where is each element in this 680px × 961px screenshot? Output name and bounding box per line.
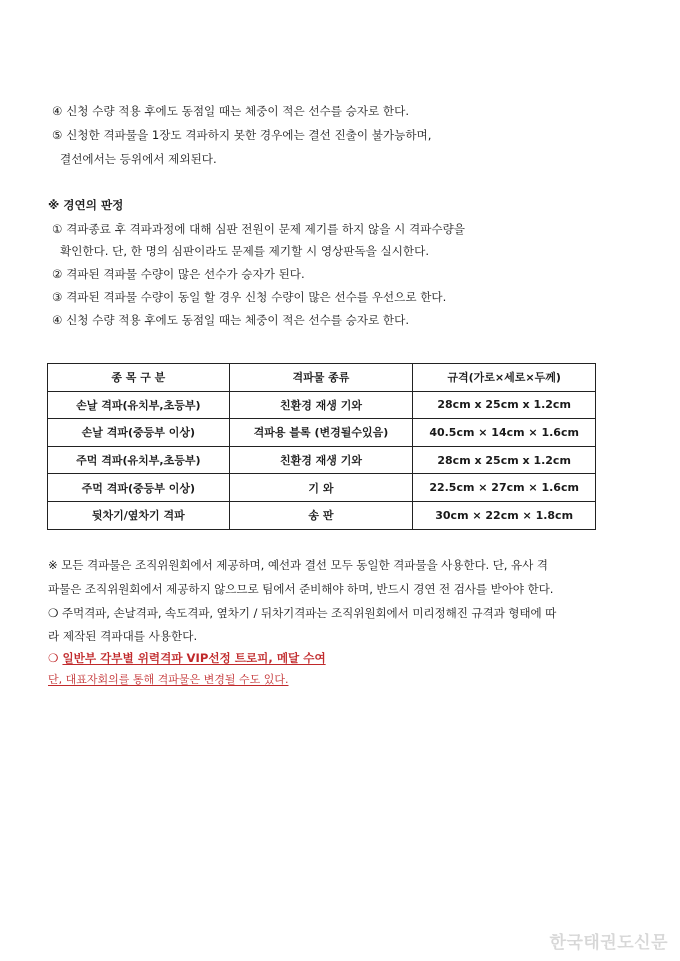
cell-size: 30cm × 22cm × 1.8cm bbox=[413, 501, 596, 529]
award-bullet: ❍ bbox=[48, 651, 59, 665]
table-header-row bbox=[48, 364, 596, 392]
header-material: 격파물 종류 bbox=[229, 364, 413, 392]
judgment-item-2: ② 격파된 격파물 수량이 많은 선수가 승자가 된다. bbox=[52, 267, 305, 281]
table-row bbox=[48, 501, 596, 529]
award-line bbox=[48, 650, 326, 666]
cell-material: 격파용 블록 (변경될수있음) bbox=[229, 419, 413, 447]
judgment-item-1: ① 격파종료 후 격파과정에 대해 심판 전원이 문제 제기를 하지 않을 시 격파수량을 bbox=[52, 222, 466, 236]
header-category: 종 목 구 분 bbox=[48, 364, 230, 392]
header-size: 규격(가로×세로×두께) bbox=[413, 364, 596, 392]
cell-category: 주먹 격파(중등부 이상) bbox=[48, 474, 230, 502]
cell-category: 손날 격파(중등부 이상) bbox=[48, 419, 230, 447]
note-stand-1: ❍ 주먹격파, 손날격파, 속도격파, 옆차기 / 뒤차기격파는 조직위원회에서 미리정해진 규격과 형태에 따 bbox=[48, 606, 557, 620]
table-row bbox=[48, 474, 596, 502]
note-materials-2: 파물은 조직위원회에서 제공하지 않으므로 팀에서 준비해야 하며, 반드시 경연 전 검사를 받아야 한다. bbox=[48, 582, 554, 596]
note-stand-2: 라 제작된 격파대를 사용한다. bbox=[48, 629, 198, 643]
judgment-item-3: ③ 격파된 격파물 수량이 동일 할 경우 신청 수량이 많은 선수를 우선으로 한다. bbox=[52, 290, 447, 304]
table-row bbox=[48, 391, 596, 419]
judgment-item-1-continued: 확인한다. 단, 한 명의 심판이라도 문제를 제기할 시 영상판독을 실시한다. bbox=[60, 244, 430, 258]
judgment-item-4: ④ 신청 수량 적용 후에도 동점일 때는 체중이 적은 선수를 승자로 한다. bbox=[52, 313, 410, 327]
cell-material: 기 와 bbox=[229, 474, 413, 502]
cell-category: 뒷차기/옆차기 격파 bbox=[48, 501, 230, 529]
rule-item-5: ⑤ 신청한 격파물을 1장도 격파하지 못한 경우에는 결선 진출이 불가능하며, bbox=[52, 128, 432, 142]
cell-size: 40.5cm × 14cm × 1.6cm bbox=[413, 419, 596, 447]
cell-material: 송 판 bbox=[229, 501, 413, 529]
award-change-note: 단, 대표자회의를 통해 격파물은 변경될 수도 있다. bbox=[48, 673, 289, 686]
rule-item-4-top: ④ 신청 수량 적용 후에도 동점일 때는 체중이 적은 선수를 승자로 한다. bbox=[52, 104, 410, 118]
breaking-materials-table bbox=[47, 363, 596, 530]
cell-size: 28cm x 25cm x 1.2cm bbox=[413, 446, 596, 474]
newspaper-watermark: 한국태권도신문 bbox=[549, 933, 668, 953]
cell-category: 손날 격파(유치부,초등부) bbox=[48, 391, 230, 419]
cell-material: 친환경 재생 기와 bbox=[229, 446, 413, 474]
table-row bbox=[48, 446, 596, 474]
rule-item-5-continued: 결선에서는 등위에서 제외된다. bbox=[60, 152, 217, 166]
table-row bbox=[48, 419, 596, 447]
award-text: 일반부 각부별 위력격파 VIP선정 트로피, 메달 수여 bbox=[62, 651, 326, 665]
judgment-heading: ※ 경연의 판정 bbox=[48, 198, 124, 212]
cell-category: 주먹 격파(유치부,초등부) bbox=[48, 446, 230, 474]
cell-size: 28cm x 25cm x 1.2cm bbox=[413, 391, 596, 419]
note-materials-1: ※ 모든 격파물은 조직위원회에서 제공하며, 예선과 결선 모두 동일한 격파물을 사용한다. 단, 유사 격 bbox=[48, 558, 548, 572]
cell-size: 22.5cm × 27cm × 1.6cm bbox=[413, 474, 596, 502]
cell-material: 친환경 재생 기와 bbox=[229, 391, 413, 419]
